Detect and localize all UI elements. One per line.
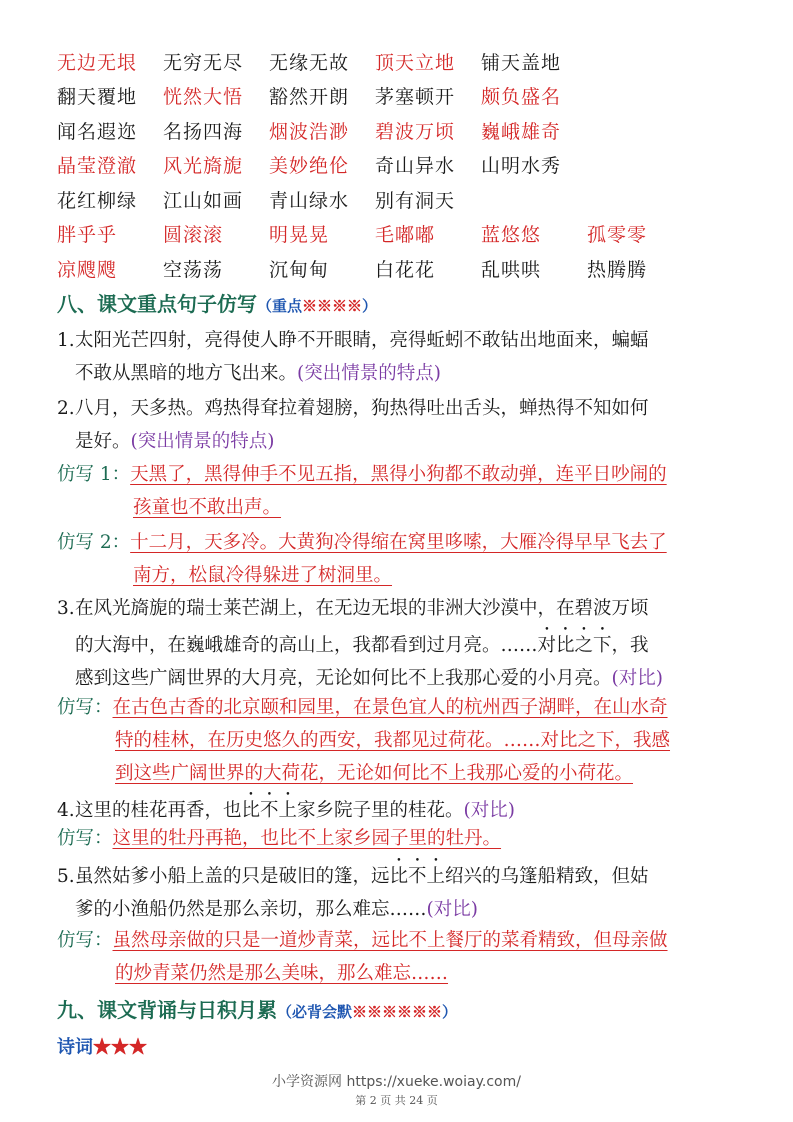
sentence-text: 不敢从黑暗的地方飞出来。 xyxy=(75,363,298,384)
imitation-text: 孩童也不敢出声。 xyxy=(133,497,282,518)
poem-label: 诗词 xyxy=(57,1037,93,1058)
imitation-2 xyxy=(57,526,739,592)
word-item: 茅塞顿开 xyxy=(375,86,456,109)
word-item: 恍然大悟 xyxy=(163,86,244,109)
imitation-4 xyxy=(57,822,739,855)
word-row xyxy=(57,251,693,286)
sentence-5 xyxy=(57,856,739,926)
note-close: ） xyxy=(442,1003,458,1021)
word-item: 无边无垠 xyxy=(57,51,138,74)
imitation-1 xyxy=(57,458,739,524)
word-item: 风光旖旎 xyxy=(163,155,244,178)
word-item: 碧波万顷 xyxy=(375,120,456,143)
word-item: 奇山异水 xyxy=(375,155,456,178)
word-item: 空荡荡 xyxy=(163,258,224,281)
word-item: 铺天盖地 xyxy=(481,51,562,74)
word-row xyxy=(57,182,693,217)
imitation-5 xyxy=(57,924,739,990)
technique-hint: (对比) xyxy=(463,800,515,821)
imitation-text: 特的桂林，在历史悠久的西安，我都见过荷花。……对比之下，我感 xyxy=(115,730,671,751)
imitation-label: 仿写： xyxy=(57,697,113,718)
sentence-text: 虽然姑爹小船上盖的只是破旧的篷，远 xyxy=(75,866,390,887)
word-row xyxy=(57,113,693,148)
word-row xyxy=(57,217,693,252)
imitation-label: 仿写： xyxy=(57,828,113,849)
sentence-text: 爹的小渔船仍然是那么亲切，那么难忘…… xyxy=(75,899,427,920)
word-item: 江山如画 xyxy=(163,189,244,212)
word-item: 豁然开朗 xyxy=(269,86,350,109)
item-number: 1. xyxy=(57,330,75,351)
footer-page-number: 第 2 页 共 24 页 xyxy=(355,1094,438,1107)
section-9-title: 九、课文背诵与日积月累 xyxy=(57,998,277,1022)
imitation-text: 这里的牡丹再艳，也比不上家乡园子里的牡丹。 xyxy=(112,828,502,849)
word-item: 顶天立地 xyxy=(375,51,456,74)
imitation-label: 仿写： xyxy=(57,930,113,951)
word-item: 闻名遐迩 xyxy=(57,120,138,143)
word-item: 沉甸甸 xyxy=(269,258,330,281)
word-item: 青山绿水 xyxy=(269,189,350,212)
item-number: 2. xyxy=(57,398,75,419)
sentence-text: 绍兴的乌篷船精致，但姑 xyxy=(445,866,649,887)
emphasized-phrase: 比不上 xyxy=(389,866,446,887)
sentence-text: 在风光旖旎的瑞士莱芒湖上，在无边无垠的非洲大沙漠中，在碧波万顷 xyxy=(75,598,649,619)
word-item: 花红柳绿 xyxy=(57,189,138,212)
word-item: 乱哄哄 xyxy=(481,258,542,281)
word-item: 明晃晃 xyxy=(269,224,330,247)
word-item: 凉飕飕 xyxy=(57,258,118,281)
sentence-text: 是好。 xyxy=(75,431,131,452)
word-item: 胖乎乎 xyxy=(57,224,118,247)
sentence-1 xyxy=(57,324,739,390)
word-row xyxy=(57,79,693,114)
word-item: 美妙绝伦 xyxy=(269,155,350,178)
note-open: （ xyxy=(257,297,273,315)
imitation-3 xyxy=(57,691,739,790)
idiom-word-grid xyxy=(57,44,693,286)
word-item: 圆滚滚 xyxy=(163,224,224,247)
sentence-text: 家乡院子里的桂花。 xyxy=(297,800,464,821)
sentence-text: ，我 xyxy=(611,635,649,656)
emphasized-phrase: 对比之下 xyxy=(537,635,612,656)
technique-hint: (突出情景的特点) xyxy=(297,363,441,384)
word-item: 蓝悠悠 xyxy=(481,224,542,247)
word-item: 无缘无故 xyxy=(269,51,350,74)
sentence-text: 感到这些广阔世界的大月亮，无论如何比不上我那心爱的小月亮。 xyxy=(75,668,612,689)
footer-site: 小学资源网 https://xueke.woiay.com/ xyxy=(272,1074,521,1090)
word-item: 名扬四海 xyxy=(163,120,244,143)
imitation-text: 南方，松鼠冷得躲进了树洞里。 xyxy=(133,565,393,586)
note-label: 重点 xyxy=(272,297,303,315)
word-item: 翻天覆地 xyxy=(57,86,138,109)
note-close: ） xyxy=(362,297,378,315)
section-8-title: 八、课文重点句子仿写 xyxy=(57,292,257,316)
item-number: 3. xyxy=(57,598,75,619)
sentence-text: 八月，天多热。鸡热得耷拉着翅膀，狗热得吐出舌头，蝉热得不知如何 xyxy=(75,398,649,419)
word-item: 热腾腾 xyxy=(587,258,648,281)
note-label: 必背会默 xyxy=(292,1003,353,1021)
word-item: 巍峨雄奇 xyxy=(481,120,562,143)
imitation-text: 在古色古香的北京颐和园里，在景色宜人的杭州西子湖畔，在山水奇 xyxy=(112,697,668,718)
word-item: 毛嘟嘟 xyxy=(375,224,436,247)
technique-hint: (对比) xyxy=(426,899,478,920)
imitation-label: 仿写 1： xyxy=(57,464,131,485)
sentence-text: 太阳光芒四射，亮得使人睁不开眼睛，亮得蚯蚓不敢钻出地面来，蝙蝠 xyxy=(75,330,649,351)
importance-stars: ※※※※※※ xyxy=(352,1003,443,1021)
sentence-2 xyxy=(57,392,739,458)
technique-hint: (对比) xyxy=(611,668,663,689)
word-item: 白花花 xyxy=(375,258,436,281)
importance-stars: ※※※※ xyxy=(302,297,363,315)
note-open: （ xyxy=(277,1003,293,1021)
imitation-text: 到这些广阔世界的大荷花，无论如何比不上我那心爱的小荷花。 xyxy=(115,763,634,784)
word-item: 孤零零 xyxy=(587,224,648,247)
imitation-text: 天黑了，黑得伸手不见五指，黑得小狗都不敢动弹，连平日吵闹的 xyxy=(130,464,667,485)
word-row xyxy=(57,44,693,79)
sentence-text: 这里的桂花再香，也 xyxy=(75,800,242,821)
sentence-text: 的大海中，在巍峨雄奇的高山上，我都看到过月亮。…… xyxy=(75,635,538,656)
item-number: 4. xyxy=(57,800,75,821)
poem-subheading xyxy=(57,1033,147,1059)
word-item: 烟波浩渺 xyxy=(269,120,350,143)
emphasized-phrase: 比不上 xyxy=(241,800,298,821)
section-9-heading xyxy=(57,994,457,1023)
section-8-heading xyxy=(57,288,377,317)
poem-stars: ★★★ xyxy=(93,1037,147,1058)
imitation-text: 十二月，天多冷。大黄狗冷得缩在窝里哆嗦，大雁冷得早早飞去了 xyxy=(130,532,667,553)
word-item: 晶莹澄澈 xyxy=(57,155,138,178)
word-row xyxy=(57,148,693,183)
word-item: 颇负盛名 xyxy=(481,86,562,109)
sentence-3 xyxy=(57,592,739,695)
word-item: 别有洞天 xyxy=(375,189,456,212)
word-item: 无穷无尽 xyxy=(163,51,244,74)
imitation-label: 仿写 2： xyxy=(57,532,131,553)
imitation-text: 的炒青菜仍然是那么美味，那么难忘…… xyxy=(115,963,449,984)
technique-hint: (突出情景的特点) xyxy=(130,431,275,452)
item-number: 5. xyxy=(57,866,75,887)
imitation-text: 虽然母亲做的只是一道炒青菜，远比不上餐厅的菜肴精致，但母亲做 xyxy=(112,930,668,951)
word-item: 山明水秀 xyxy=(481,155,562,178)
